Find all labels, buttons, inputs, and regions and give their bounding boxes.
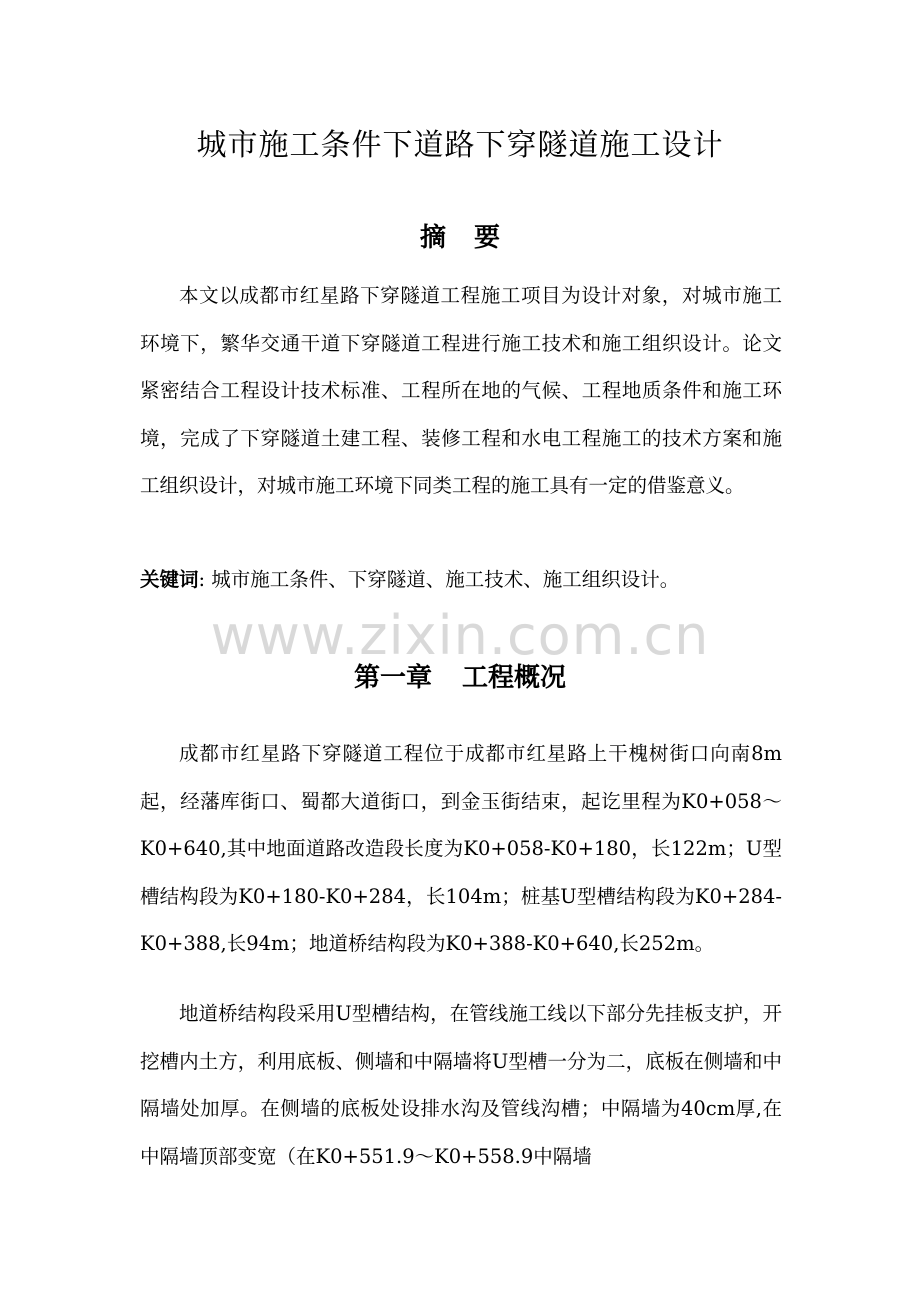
chapter-heading [0,658,920,698]
abstract-heading-part2: 要 [474,223,501,253]
chapter-paragraph-2: 地道桥结构段采用U型槽结构，在管线施工线以下部分先挂板支护，开挖槽内土方，利用底板、侧墙和中隔墙将U型槽一分为二，底板在侧墙和中隔墙处加厚。在侧墙的底板处设排水沟及管线沟槽；中隔墙为40cm厚,在中隔墙顶部变宽（在K0+551.9～K0+558.9中隔墙 [140,1002,782,1168]
chapter-title: 工程概况 [462,663,567,693]
chapter-number: 第一章 [353,663,432,693]
keywords-text: : 城市施工条件、下穿隧道、施工技术、施工组织设计。 [198,568,680,591]
abstract-heading-part1: 摘 [419,223,446,253]
document-title: 城市施工条件下道路下穿隧道施工设计 [196,128,724,163]
keywords-line [140,562,782,598]
abstract-heading [0,218,920,258]
watermark: www.zixin.com.cn [210,604,710,667]
chapter-paragraph-1: 成都市红星路下穿隧道工程位于成都市红星路上干槐树街口向南8m起，经藩库街口、蜀都大道街口，到金玉街结束，起讫里程为K0+058～K0+640,其中地面道路改造段长度为K0+058-K0+180，长122m；U型槽结构段为K0+180-K0+284，长104m；桩基U型槽结构段为K0+284-K0+388,长94m；地道桥结构段为K0+388-K0+640,长252m。 [140,742,782,955]
keywords-label: 关键词 [140,568,199,591]
abstract-body: 本文以成都市红星路下穿隧道工程施工项目为设计对象，对城市施工环境下，繁华交通干道下穿隧道工程进行施工技术和施工组织设计。论文紧密结合工程设计技术标准、工程所在地的气候、工程地质条件和施工环境，完成了下穿隧道土建工程、装修工程和水电工程施工的技术方案和施工组织设计，对城市施工环境下同类工程的施工具有一定的借鉴意义。 [140,284,782,497]
